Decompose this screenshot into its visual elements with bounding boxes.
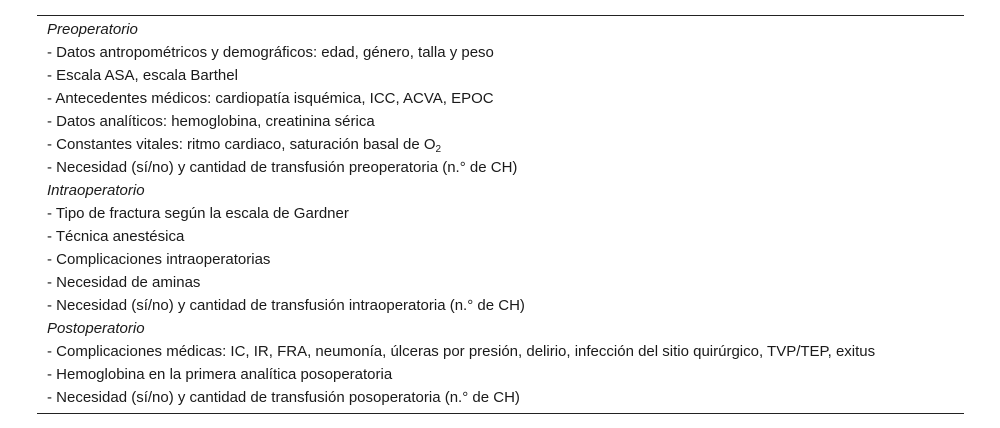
list-item: - Técnica anestésica <box>47 228 185 245</box>
list-item-vitals <box>37 133 964 156</box>
list-item: - Complicaciones médicas: IC, IR, FRA, neumonía, úlceras por presión, delirio, infección del sitio quirúrgico, TVP/TEP, exitus <box>47 343 876 360</box>
list-item: - Necesidad (sí/no) y cantidad de transfusión intraoperatoria (n.° de CH) <box>47 297 525 314</box>
section-title-intraoperatorio: Intraoperatorio <box>47 182 145 199</box>
list-item: - Tipo de fractura según la escala de Gardner <box>47 205 349 222</box>
section-title-preoperatorio: Preoperatorio <box>47 21 138 38</box>
variables-table <box>37 15 964 414</box>
list-item: - Complicaciones intraoperatorias <box>47 251 271 268</box>
oxygen-subscript: 2 <box>435 144 442 155</box>
section-title-postoperatorio: Postoperatorio <box>47 320 145 337</box>
list-item: - Escala ASA, escala Barthel <box>47 67 238 84</box>
list-item: - Necesidad de aminas <box>47 274 201 291</box>
list-item: - Hemoglobina en la primera analítica posoperatoria <box>47 366 393 383</box>
list-item: - Necesidad (sí/no) y cantidad de transfusión preoperatoria (n.° de CH) <box>47 159 518 176</box>
list-item: - Necesidad (sí/no) y cantidad de transfusión posoperatoria (n.° de CH) <box>47 389 520 406</box>
list-item: - Datos antropométricos y demográficos: edad, género, talla y peso <box>47 44 494 61</box>
list-item: - Datos analíticos: hemoglobina, creatinina sérica <box>47 113 375 130</box>
list-item: - Antecedentes médicos: cardiopatía isquémica, ICC, ACVA, EPOC <box>47 90 494 107</box>
vitals-text: - Constantes vitales: ritmo cardiaco, saturación basal de O <box>47 136 436 153</box>
